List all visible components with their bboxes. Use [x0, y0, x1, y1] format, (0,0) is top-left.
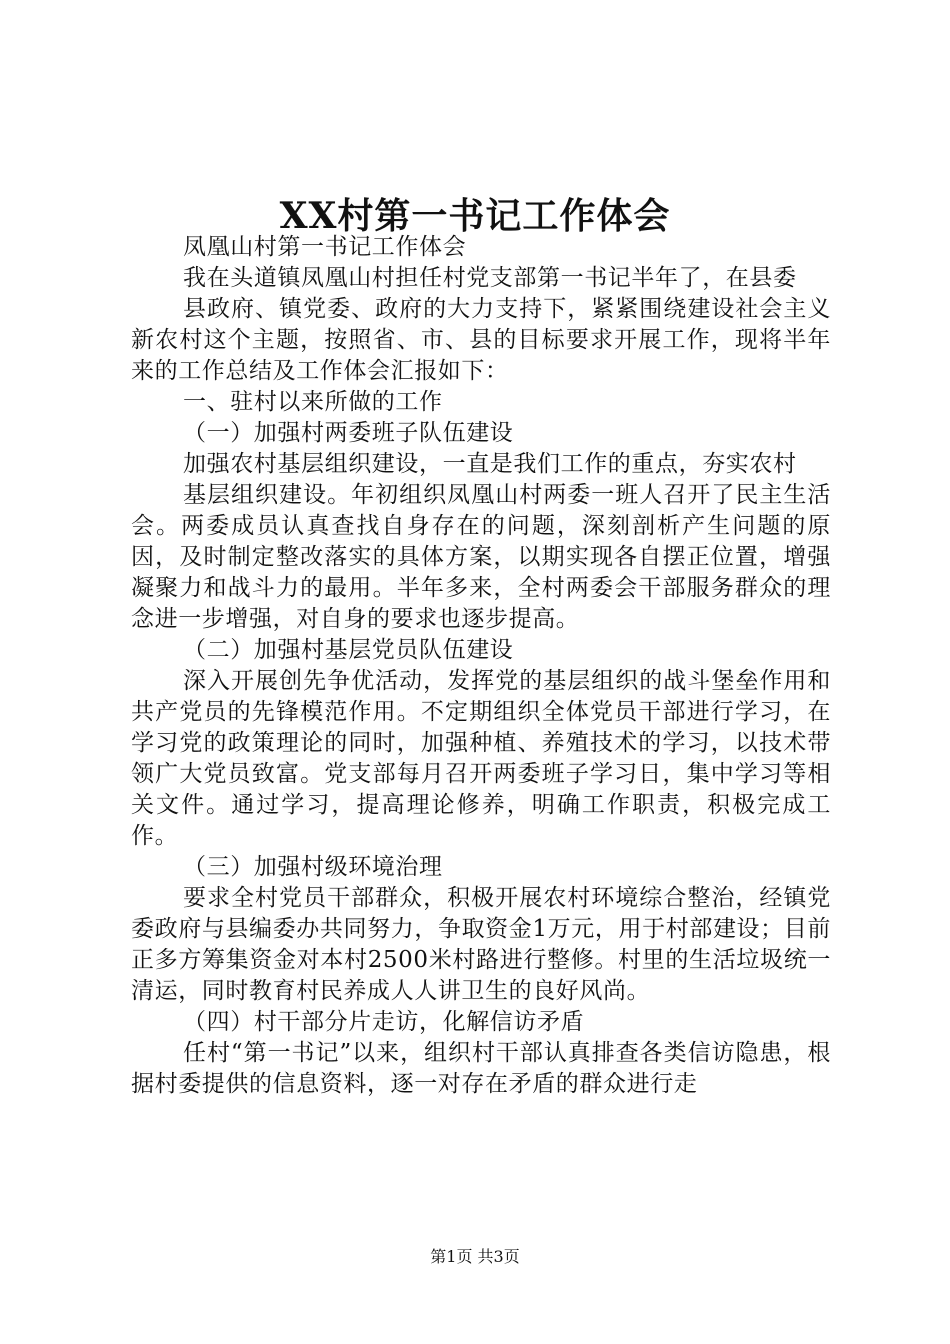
paragraph: 任村“第一书记”以来，组织村干部认真排查各类信访隐患，根据村委提供的信息资料，逐一对存在矛盾的群众进行走 — [131, 1040, 831, 1097]
subsection-heading: （三）加强村级环境治理 — [183, 854, 443, 880]
paragraph: 凤凰山村第一书记工作体会 — [183, 234, 467, 260]
subsection-heading: （二）加强村基层党员队伍建设 — [183, 637, 514, 663]
subsection-heading: （四）村干部分片走访，化解信访矛盾 — [183, 1009, 585, 1035]
paragraph: 县政府、镇党委、政府的大力支持下，紧紧围绕建设社会主义新农村这个主题，按照省、市、县的目标要求开展工作，现将半年来的工作总结及工作体会汇报如下： — [131, 296, 831, 384]
document-body — [131, 232, 831, 1100]
paragraph: 我在头道镇凤凰山村担任村党支部第一书记半年了，在县委 — [183, 265, 797, 291]
page-footer: 第1页 共3页 — [430, 1247, 520, 1266]
paragraph: 加强农村基层组织建设，一直是我们工作的重点，夯实农村 — [183, 451, 797, 477]
paragraph: 深入开展创先争优活动，发挥党的基层组织的战斗堡垒作用和共产党员的先锋模范作用。不定期组织全体党员干部进行学习，在学习党的政策理论的同时，加强种植、养殖技术的学习，以技术带领广大党员致富。党支部每月召开两委班子学习日，集中学习等相关文件。通过学习，提高理论修养，明确工作职责，积极完成工作。 — [131, 668, 831, 849]
section-heading: 一、驻村以来所做的工作 — [183, 389, 443, 415]
paragraph: 要求全村党员干部群众，积极开展农村环境综合整治，经镇党委政府与县编委办共同努力，争取资金1万元，用于村部建设；目前正多方筹集资金对本村2500米村路进行整修。村里的生活垃圾统一清运，同时教育村民养成人人讲卫生的良好风尚。 — [131, 885, 831, 1004]
document-title: XX村第一书记工作体会 — [279, 195, 671, 237]
paragraph: 基层组织建设。年初组织凤凰山村两委一班人召开了民主生活会。两委成员认真查找自身存在的问题，深刻剖析产生问题的原因，及时制定整改落实的具体方案，以期实现各自摆正位置，增强凝聚力和战斗力的最用。半年多来，全村两委会干部服务群众的理念进一步增强，对自身的要求也逐步提高。 — [131, 482, 831, 632]
subsection-heading: （一）加强村两委班子队伍建设 — [183, 420, 514, 446]
